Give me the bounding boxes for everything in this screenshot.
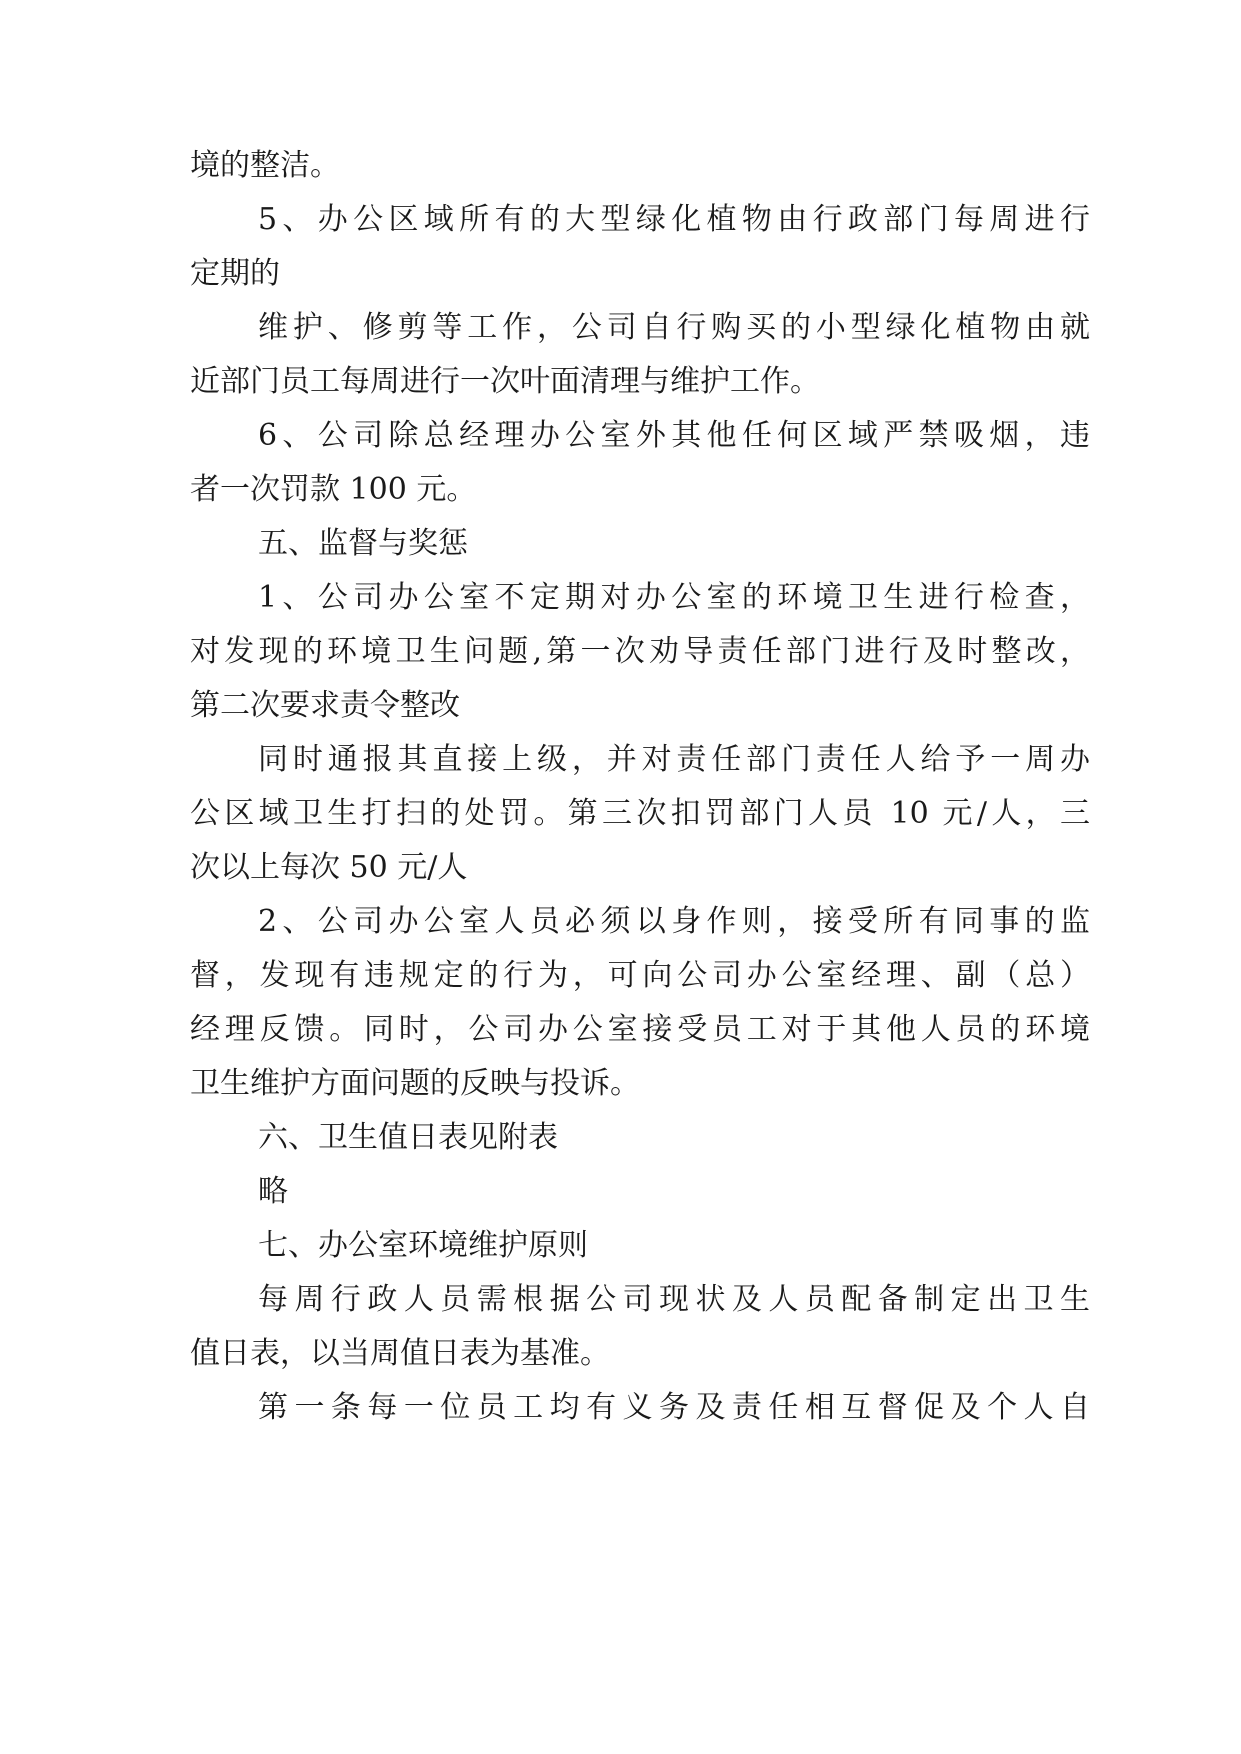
text-line: 每周行政人员需根据公司现状及人员配备制定出卫生: [258, 1282, 1090, 1317]
text-line: 次以上每次 50 元/人: [190, 850, 468, 885]
text-line: 5、办公区域所有的大型绿化植物由行政部门每周进行: [258, 202, 1090, 237]
text-line: 督，发现有违规定的行为，可向公司办公室经理、副（总）: [190, 958, 1090, 993]
section-heading: 五、监督与奖惩: [258, 526, 468, 561]
text-line: 第一条每一位员工均有义务及责任相互督促及个人自: [258, 1390, 1090, 1425]
text-line: 经理反馈。同时，公司办公室接受员工对于其他人员的环境: [190, 1012, 1090, 1047]
text-line: 卫生维护方面问题的反映与投诉。: [190, 1066, 640, 1101]
section-heading: 六、卫生值日表见附表: [258, 1120, 558, 1155]
text-line: 者一次罚款 100 元。: [190, 472, 477, 507]
text-line: 对发现的环境卫生问题,第一次劝导责任部门进行及时整改，: [190, 634, 1090, 669]
text-line: 2、公司办公室人员必须以身作则，接受所有同事的监: [258, 904, 1090, 939]
section-heading: 七、办公室环境维护原则: [258, 1228, 588, 1263]
text-line: 略: [258, 1174, 288, 1209]
text-line: 维护、修剪等工作，公司自行购买的小型绿化植物由就: [258, 310, 1090, 345]
text-line: 第二次要求责令整改: [190, 688, 460, 723]
text-line: 同时通报其直接上级，并对责任部门责任人给予一周办: [258, 742, 1090, 777]
text-line: 境的整洁。: [190, 148, 340, 183]
text-line: 1、公司办公室不定期对办公室的环境卫生进行检查，: [258, 580, 1090, 615]
text-line: 公区域卫生打扫的处罚。第三次扣罚部门人员 10 元/人，三: [190, 796, 1090, 831]
text-line: 值日表，以当周值日表为基准。: [190, 1336, 610, 1371]
text-line: 定期的: [190, 256, 280, 291]
text-line: 6、公司除总经理办公室外其他任何区域严禁吸烟，违: [258, 418, 1090, 453]
text-line: 近部门员工每周进行一次叶面清理与维护工作。: [190, 364, 820, 399]
